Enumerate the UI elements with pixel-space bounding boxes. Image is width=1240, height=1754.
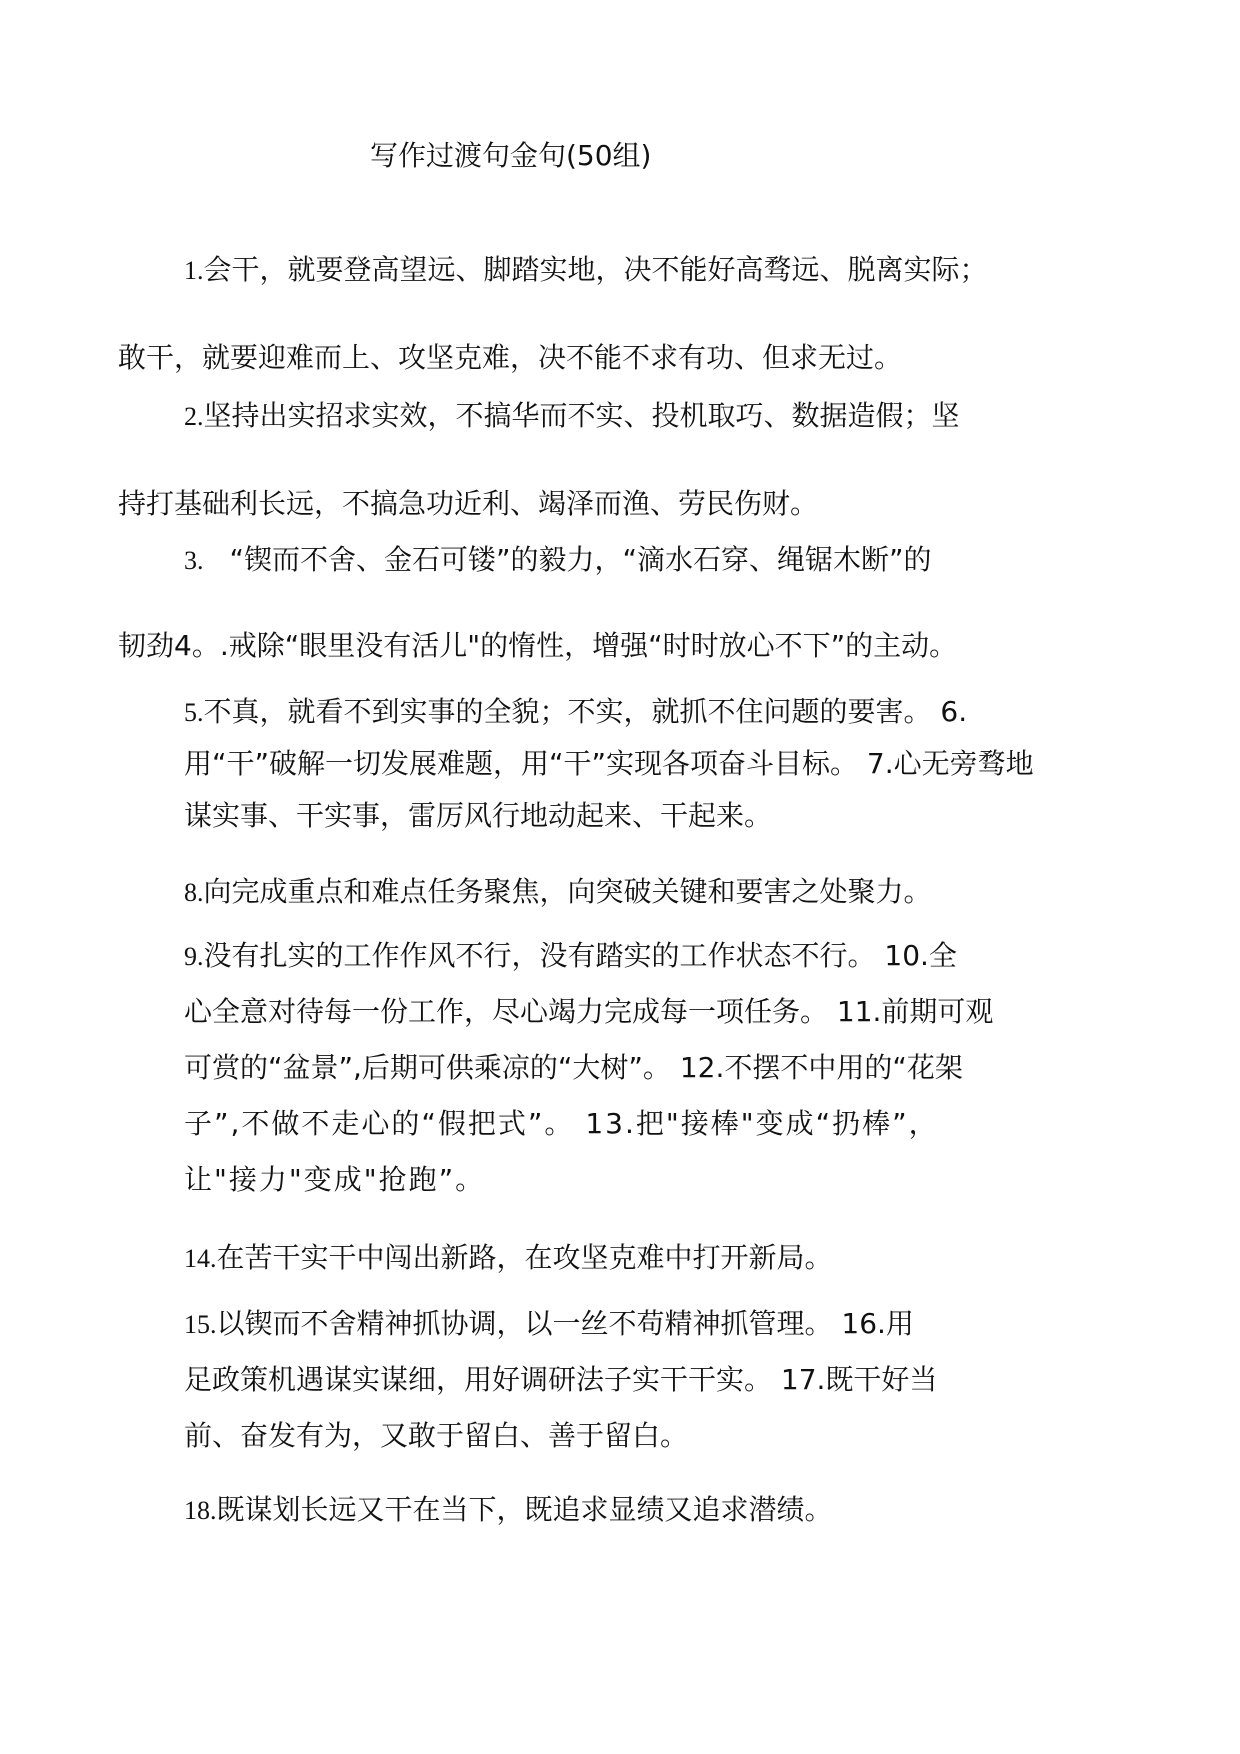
paragraph-line [184, 692, 967, 733]
paragraph-line [184, 744, 1034, 784]
item-number: 1. [184, 256, 204, 285]
paragraph-line [184, 1490, 833, 1531]
item-number: 9. [184, 942, 204, 971]
item-number: 18. [184, 1496, 217, 1525]
line-text: 前、奋发有为，又敢于留白、善于留白。 [184, 1419, 689, 1452]
paragraph-line [184, 1048, 963, 1088]
line-text: 可赏的“盆景”,后期可供乘凉的“大树”。 12.不摆不中用的“花架 [184, 1051, 963, 1084]
paragraph-line [184, 796, 772, 836]
item-number: 8. [184, 878, 204, 907]
line-text: 用“干”破解一切发展难题，用“干”实现各项奋斗目标。 7.心无旁骛地 [184, 747, 1034, 780]
item-number: 15. [184, 1310, 217, 1339]
paragraph-line [184, 1360, 937, 1400]
document-title: 写作过渡句金句(50组) [370, 139, 652, 172]
line-text: 心全意对待每一份工作，尽心竭力完成每一项任务。 11.前期可观 [184, 995, 994, 1028]
paragraph-line [184, 250, 988, 291]
line-text: 持打基础利长远，不搞急功近利、竭泽而渔、劳民伤财。 [118, 487, 819, 520]
line-text: 子”,不做不走心的“假把式”。 13.把"接棒"变成“扔棒”， [184, 1107, 939, 1140]
line-text: 足政策机遇谋实谋细，用好调研法子实干干实。 17.既干好当 [184, 1363, 938, 1396]
line-text: 坚持出实招求实效，不搞华而不实、投机取巧、数据造假；坚 [203, 399, 960, 432]
paragraph-line [184, 872, 932, 913]
line-text: 会干，就要登高望远、脚踏实地，决不能好高骛远、脱离实际； [203, 253, 988, 286]
line-text: 向完成重点和难点任务聚焦，向突破关键和要害之处聚力。 [203, 875, 932, 908]
paragraph-line [118, 338, 902, 378]
line-text: 不真，就看不到实事的全貌；不实，就抓不住问题的要害。 6. [203, 695, 968, 728]
line-text: 在苦干实干中闯出新路，在攻坚克难中打开新局。 [216, 1241, 833, 1274]
line-text: “锲而不舍、金石可镂”的毅力，“滴水石穿、绳锯木断”的 [229, 543, 932, 576]
item-number: 5. [184, 698, 204, 727]
line-text: 既谋划长远又干在当下，既追求显绩又追求潜绩。 [216, 1493, 833, 1526]
line-text: 谋实事、干实事，雷厉风行地动起来、干起来。 [184, 799, 773, 832]
paragraph-line [184, 540, 932, 581]
line-text: 没有扎实的工作作风不行，没有踏实的工作状态不行。 10.全 [203, 939, 957, 972]
item-number: 3. [184, 546, 204, 575]
paragraph-line [184, 1304, 914, 1345]
paragraph-line [184, 1416, 688, 1456]
item-number: 14. [184, 1244, 217, 1273]
line-text: 以锲而不舍精神抓协调，以一丝不苟精神抓管理。 16.用 [216, 1307, 914, 1340]
line-text: 韧劲4。.戒除“眼里没有活儿"的惰性，增强“时时放心不下”的主动。 [118, 629, 958, 662]
line-text: 敢干，就要迎难而上、攻坚克难，决不能不求有功、但求无过。 [118, 341, 903, 374]
paragraph-line [184, 992, 993, 1032]
item-number: 2. [184, 402, 204, 431]
paragraph-line [184, 936, 957, 977]
paragraph-line [184, 1238, 833, 1279]
paragraph-line [118, 484, 818, 524]
paragraph-line [118, 626, 957, 666]
paragraph-line [184, 1104, 939, 1144]
paragraph-line [184, 1160, 485, 1200]
line-text: 让"接力"变成"抢跑”。 [184, 1163, 486, 1196]
paragraph-line [184, 396, 960, 437]
